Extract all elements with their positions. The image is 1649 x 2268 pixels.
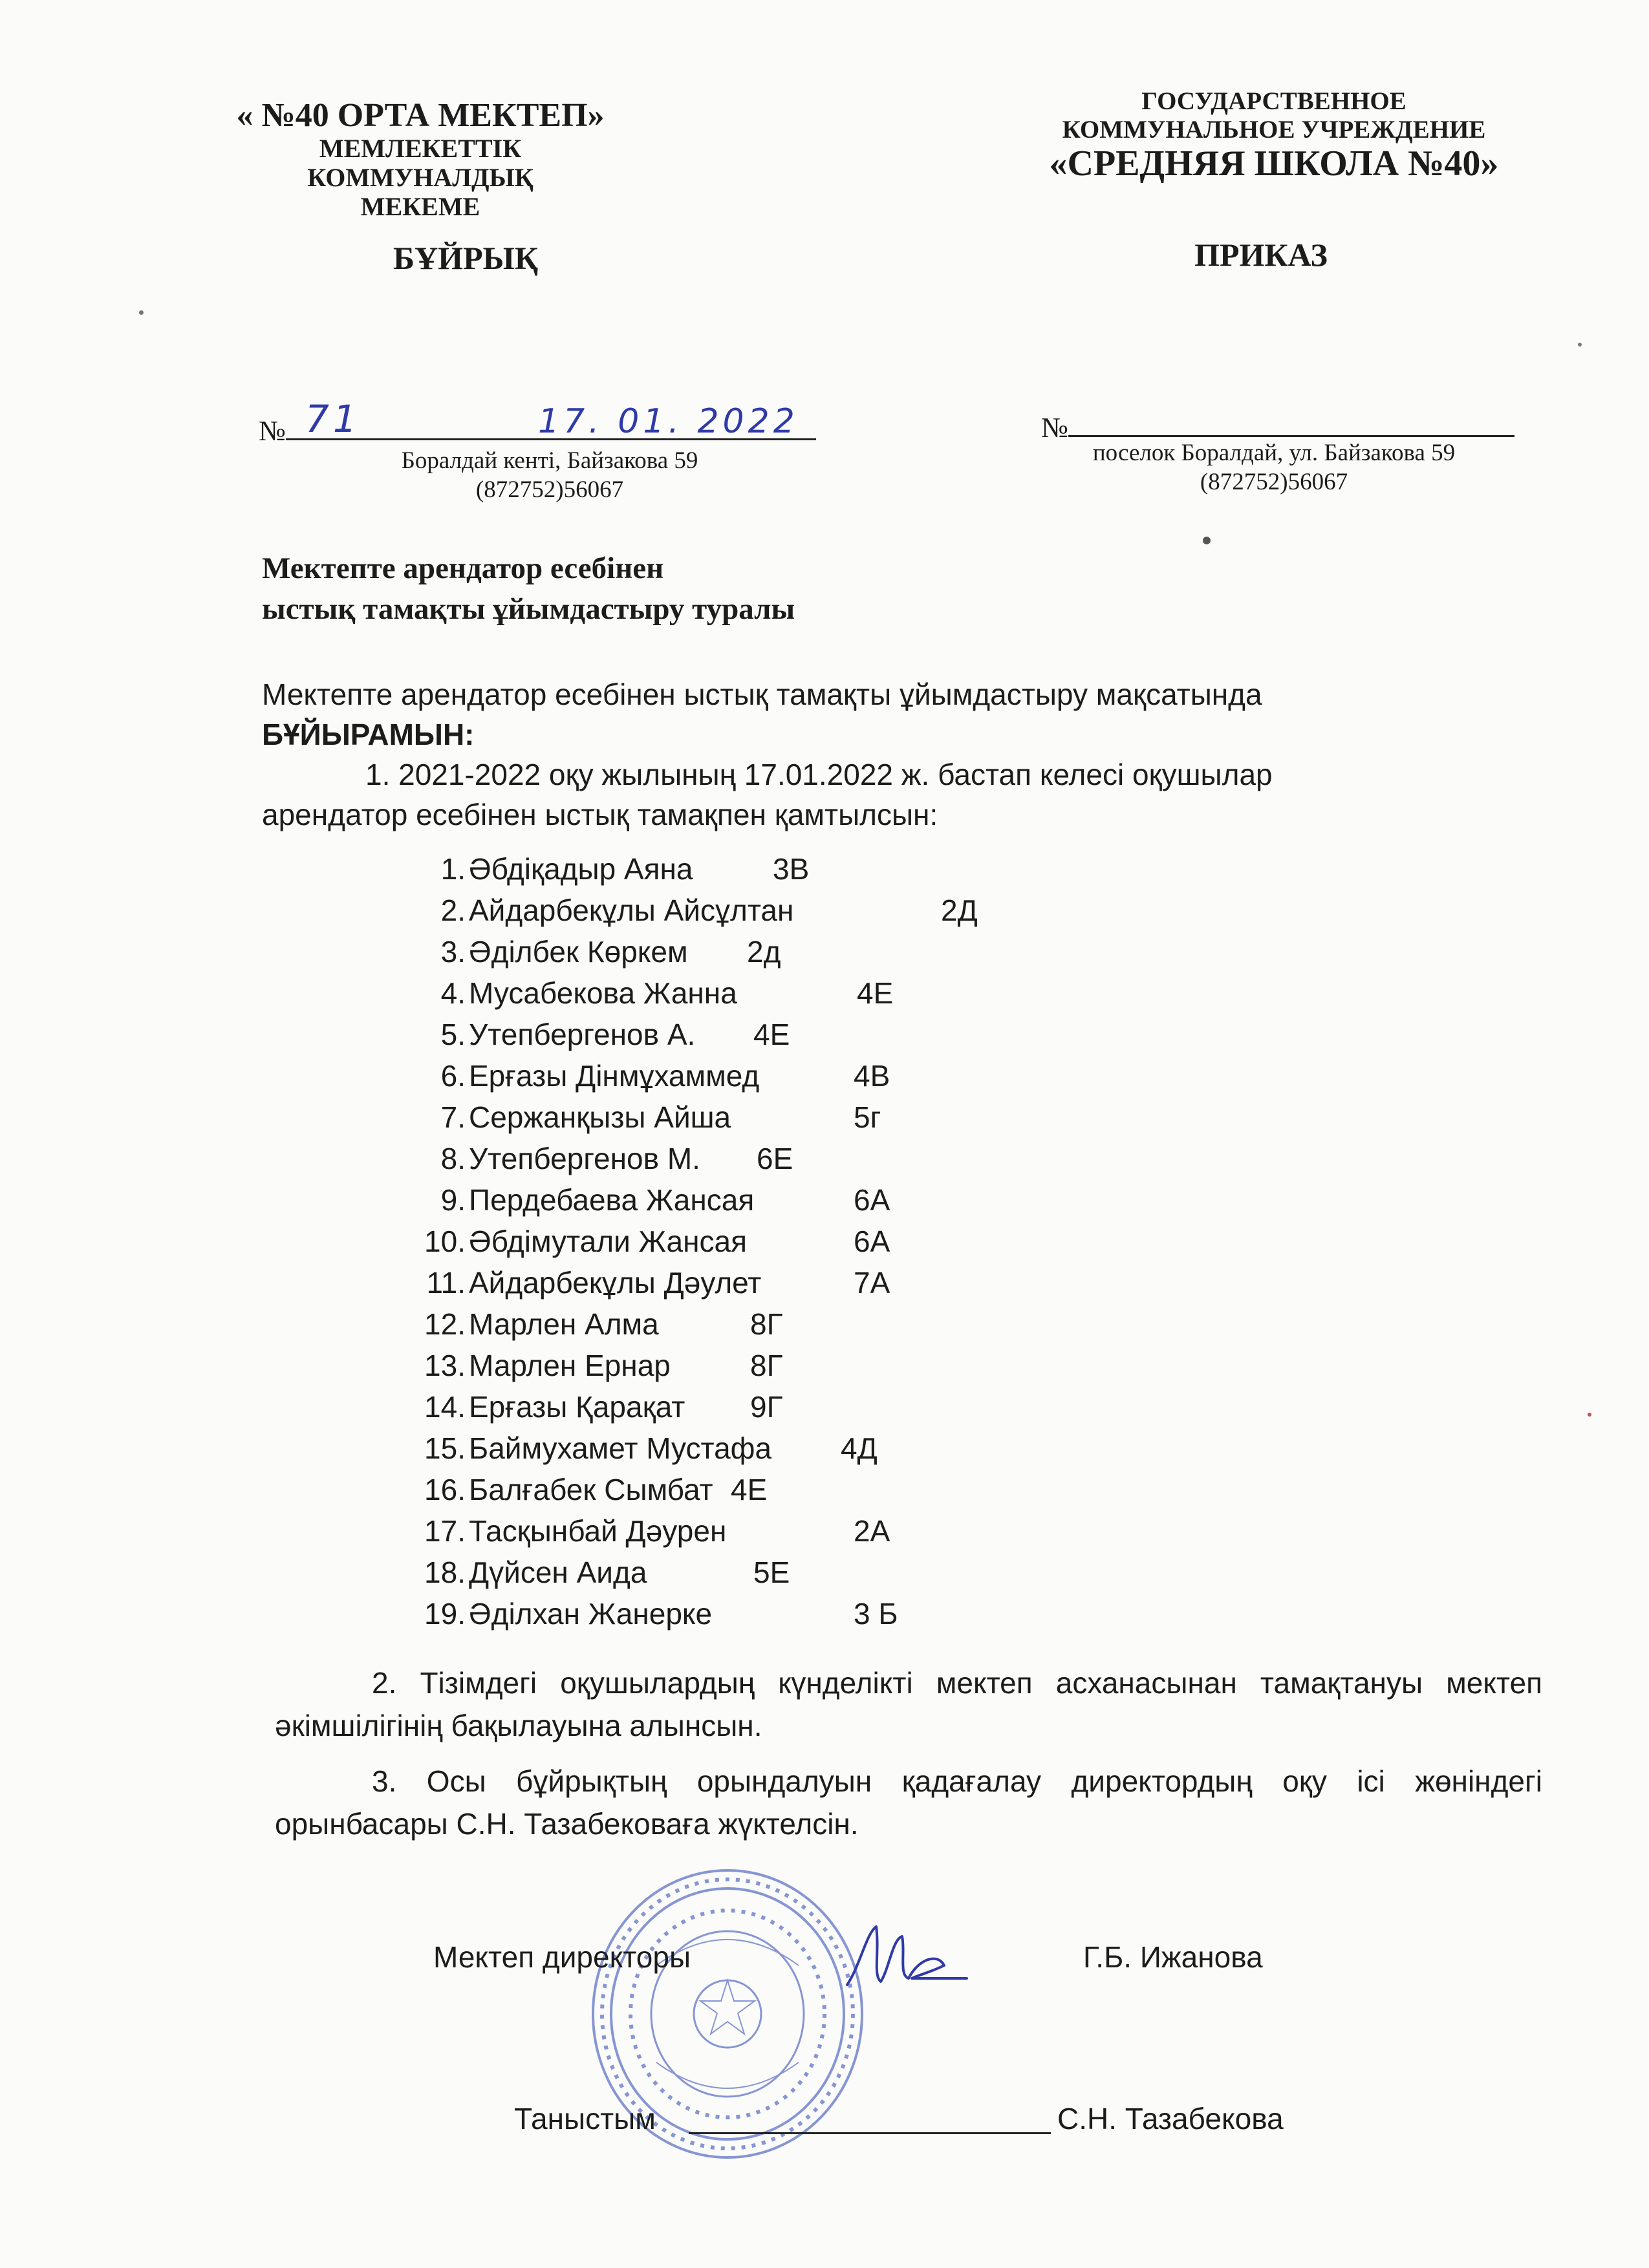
point2-text: 2. Тізімдегі оқушылардың күнделікті мектеп асханасынан тамақтануы мектеп әкімшілігінің бақылауына алынсын. — [275, 1666, 1542, 1742]
address-kz-street: Боралдай кенті, Байзакова 59 — [401, 447, 698, 474]
student-class: 2Д — [941, 893, 978, 927]
header-kz — [213, 97, 627, 222]
student-class: 3 Б — [854, 1597, 898, 1631]
scan-speck — [1588, 1413, 1591, 1417]
student-number: 11. — [426, 1266, 466, 1300]
header-ru-line2: КОММУНАЛЬНОЕ УЧРЕЖДЕНИЕ — [1062, 115, 1486, 144]
number-field-ru — [1068, 404, 1514, 437]
order-title-kz: БҰЙРЫҚ — [393, 240, 538, 276]
point3 — [275, 1760, 1542, 1845]
number-symbol-kz: № — [259, 415, 286, 447]
order-body — [262, 672, 1542, 837]
student-number: 18. — [424, 1556, 466, 1589]
student-number: 13. — [424, 1349, 466, 1382]
student-number: 12. — [424, 1307, 466, 1341]
header-ru-line3: «СРЕДНЯЯ ШКОЛА №40» — [1049, 144, 1499, 184]
student-class: 4В — [854, 1059, 890, 1093]
scan-speck — [1578, 343, 1582, 347]
student-class: 6Е — [757, 1142, 793, 1175]
order-title-ru: ПРИКАЗ — [1194, 237, 1328, 273]
scan-speck — [139, 310, 144, 315]
address-ru — [1035, 438, 1513, 497]
student-name: Әділбек Көркем — [469, 935, 688, 968]
student-name: Марлен Алма — [469, 1307, 659, 1341]
header-kz-line2: МЕМЛЕКЕТТІК КОММУНАЛДЫҚ — [307, 134, 534, 193]
student-number: 3. — [440, 935, 466, 968]
point3-text: 3. Осы бұйрықтың орындалуын қадағалау директордың оқу ісі жөніндегі орынбасары С.Н. Тазабековаға жүктелсін. — [275, 1764, 1542, 1841]
student-class: 2д — [747, 935, 781, 968]
student-class: 5г — [854, 1100, 881, 1134]
student-number: 4. — [440, 976, 466, 1010]
student-class: 2А — [854, 1514, 890, 1548]
student-number: 17. — [424, 1514, 466, 1548]
student-number: 16. — [424, 1473, 466, 1506]
student-name: Сержанқызы Айша — [469, 1100, 731, 1134]
student-number: 10. — [424, 1225, 466, 1258]
header-ru-line1: ГОСУДАРСТВЕННОЕ — [1141, 87, 1406, 115]
student-name: Утепбергенов М. — [469, 1142, 700, 1175]
point1-line1: 1. 2021-2022 оқу жылының 17.01.2022 ж. бастап келесі оқушылар — [365, 758, 1273, 791]
student-class: 4Е — [753, 1018, 790, 1051]
number-symbol-ru: № — [1041, 412, 1068, 444]
student-number: 6. — [440, 1059, 466, 1093]
address-kz-phone: (872752)56067 — [475, 476, 624, 504]
student-name: Айдарбекұлы Дәулет — [469, 1266, 762, 1300]
point1-line2: арендатор есебінен ыстық тамақпен қамтылсын: — [262, 798, 938, 831]
student-class: 3В — [773, 852, 810, 886]
header-kz-line3: МЕКЕМЕ — [360, 191, 480, 221]
student-number: 1. — [440, 852, 466, 886]
student-class: 6А — [854, 1183, 890, 1217]
student-class: 4Д — [841, 1431, 878, 1465]
student-class: 5Е — [753, 1556, 790, 1589]
student-name: Әбдімутали Жансая — [469, 1225, 748, 1258]
preamble: Мектепте арендатор есебінен ыстық тамақты ұйымдастыру мақсатында — [262, 678, 1262, 711]
address-ru-street: поселок Боралдай, ул. Байзакова 59 — [1092, 440, 1456, 466]
student-name: Әділхан Жанерке — [469, 1597, 713, 1631]
point2 — [275, 1662, 1542, 1747]
order-subject — [262, 548, 795, 630]
student-name: Пердебаева Жансая — [469, 1183, 755, 1217]
student-class: 4Е — [857, 976, 894, 1010]
director-title: Мектеп директоры — [433, 1940, 691, 1974]
handwritten-order-date: 17. 01. 2022 — [537, 402, 799, 441]
student-name: Тасқынбай Дәурен — [469, 1514, 727, 1548]
header-ru — [1009, 87, 1539, 184]
student-class: 9Г — [750, 1390, 783, 1424]
student-name: Баймухамет Мустафа — [469, 1431, 772, 1465]
student-name: Ерғазы Қарақат — [469, 1390, 685, 1424]
order-subject-line1: Мектепте арендатор есебінен — [262, 551, 664, 585]
handwritten-order-number: 71 — [305, 397, 361, 441]
student-number: 9. — [440, 1183, 466, 1217]
order-subject-line2: ыстық тамақты ұйымдастыру туралы — [262, 592, 795, 626]
student-number: 14. — [424, 1390, 466, 1424]
acknowledgement-signature-line — [689, 2132, 1051, 2134]
student-name: Утепбергенов А. — [469, 1018, 696, 1051]
student-class: 4Е — [731, 1473, 768, 1506]
student-name: Ерғазы Дінмұхаммед — [469, 1059, 760, 1093]
acknowledgement-label: Таныстым — [514, 2102, 656, 2135]
student-class: 8Г — [750, 1307, 783, 1341]
address-kz — [330, 446, 770, 504]
student-number: 5. — [440, 1018, 466, 1051]
handwritten-signature-icon — [841, 1914, 970, 1998]
student-name: Дүйсен Аида — [469, 1556, 647, 1589]
scan-speck — [1203, 537, 1211, 544]
student-name: Марлен Ернар — [469, 1349, 671, 1382]
order-number-line-kz — [259, 397, 816, 447]
student-class: 8Г — [750, 1349, 783, 1382]
header-kz-line1: « №40 ОРТА МЕКТЕП» — [236, 97, 605, 134]
student-number: 15. — [424, 1431, 466, 1465]
student-class: 6А — [854, 1225, 890, 1258]
number-date-field-kz — [286, 397, 816, 441]
student-name: Мусабекова Жанна — [469, 976, 737, 1010]
student-name: Балғабек Сымбат — [469, 1473, 713, 1506]
director-name: Г.Б. Ижанова — [1083, 1940, 1263, 1974]
student-number: 2. — [440, 893, 466, 927]
address-ru-phone: (872752)56067 — [1200, 469, 1348, 496]
student-name: Айдарбекұлы Айсұлтан — [469, 893, 794, 927]
student-class: 7А — [854, 1266, 890, 1300]
student-number: 19. — [424, 1597, 466, 1631]
order-verb: БҰЙЫРАМЫН: — [262, 718, 475, 751]
student-number: 8. — [440, 1142, 466, 1175]
acknowledgement-name: С.Н. Тазабекова — [1057, 2102, 1284, 2135]
student-number: 7. — [440, 1100, 466, 1134]
student-name: Әбдіқадыр Аяна — [469, 852, 693, 886]
